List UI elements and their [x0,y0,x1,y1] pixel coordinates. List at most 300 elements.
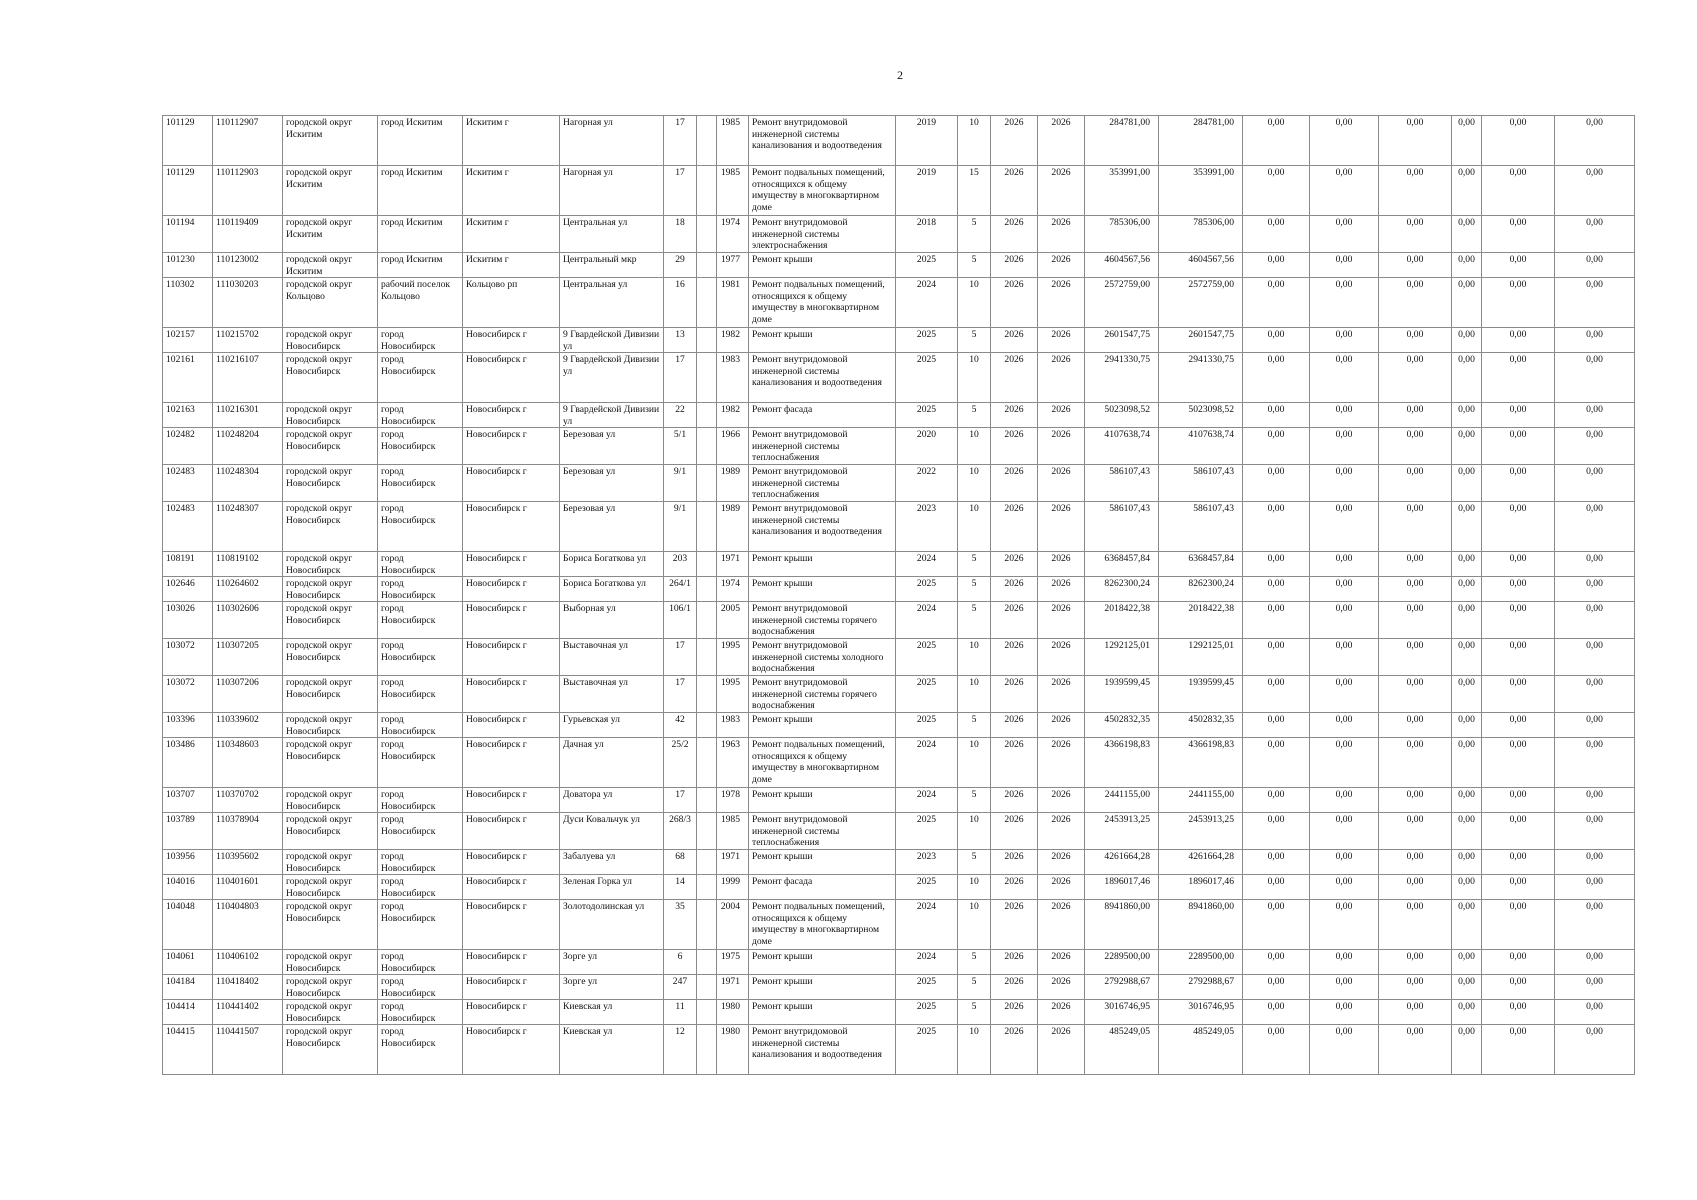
house-number-cell: 29 [664,253,697,278]
zero-amount-cell: 0,00 [1482,552,1555,577]
year-built-cell: 1982 [717,403,749,428]
house-number-cell: 13 [664,328,697,353]
settlement-cell: город Новосибирск [378,975,463,1000]
zero-amount-cell: 0,00 [1310,216,1379,253]
zero-amount-cell: 0,00 [1310,502,1379,552]
settlement-cell: город Новосибирск [378,502,463,552]
locality-cell: Новосибирск г [463,900,560,950]
settlement-cell: город Новосибирск [378,428,463,465]
house-number-cell: 17 [664,166,697,216]
cost-cell: 4502832,35 [1085,713,1159,738]
record-id-cell: 103072 [163,639,213,676]
house-number-cell: 68 [664,850,697,875]
zero-amount-cell: 0,00 [1555,253,1635,278]
work-type-cell: Ремонт подвальных помещений, относящихся к общему имуществу в многоквартирном доме [749,738,896,788]
zero-amount-cell: 0,00 [1243,975,1310,1000]
locality-cell: Новосибирск г [463,813,560,850]
zero-amount-cell: 0,00 [1452,216,1482,253]
record-id-cell: 104048 [163,900,213,950]
settlement-cell: город Новосибирск [378,328,463,353]
work-type-cell: Ремонт крыши [749,577,896,602]
blank-cell [697,353,717,403]
zero-amount-cell: 0,00 [1452,738,1482,788]
cost-cell: 2941330,75 [1085,353,1159,403]
settlement-cell: город Искитим [378,216,463,253]
element-code-cell: 110302606 [213,602,283,639]
record-id-cell: 103072 [163,676,213,713]
municipal-district-cell: городской округ Искитим [283,116,378,166]
zero-amount-cell: 0,00 [1379,353,1452,403]
settlement-cell: город Новосибирск [378,353,463,403]
element-code-cell: 110216107 [213,353,283,403]
cost-total-cell: 785306,00 [1159,216,1243,253]
zero-amount-cell: 0,00 [1243,602,1310,639]
year-built-cell: 1978 [717,788,749,813]
zero-amount-cell: 0,00 [1379,577,1452,602]
element-code-cell: 110307206 [213,676,283,713]
record-id-cell: 104016 [163,875,213,900]
zero-amount-cell: 0,00 [1379,166,1452,216]
house-number-cell: 203 [664,552,697,577]
year-built-cell: 2005 [717,602,749,639]
last-repair-year-cell: 2025 [896,713,958,738]
table-row [163,428,1635,465]
zero-amount-cell: 0,00 [1482,216,1555,253]
service-life-cell: 10 [958,502,991,552]
municipal-district-cell: городской округ Новосибирск [283,1025,378,1075]
settlement-cell: город Искитим [378,166,463,216]
year-built-cell: 1989 [717,465,749,502]
blank-cell [697,1000,717,1025]
zero-amount-cell: 0,00 [1482,950,1555,975]
zero-amount-cell: 0,00 [1452,353,1482,403]
record-id-cell: 103396 [163,713,213,738]
zero-amount-cell: 0,00 [1243,428,1310,465]
planned-year-from-cell: 2026 [991,950,1038,975]
work-type-cell: Ремонт внутридомовой инженерной системы теплоснабжения [749,465,896,502]
house-number-cell: 11 [664,1000,697,1025]
cost-cell: 2453913,25 [1085,813,1159,850]
element-code-cell: 110401601 [213,875,283,900]
work-type-cell: Ремонт крыши [749,253,896,278]
zero-amount-cell: 0,00 [1452,813,1482,850]
table-row [163,166,1635,216]
zero-amount-cell: 0,00 [1379,253,1452,278]
record-id-cell: 101230 [163,253,213,278]
service-life-cell: 10 [958,428,991,465]
house-number-cell: 22 [664,403,697,428]
zero-amount-cell: 0,00 [1243,813,1310,850]
zero-amount-cell: 0,00 [1243,403,1310,428]
capital-repair-register-table [162,115,1635,1075]
service-life-cell: 5 [958,552,991,577]
settlement-cell: город Новосибирск [378,950,463,975]
planned-year-from-cell: 2026 [991,465,1038,502]
cost-total-cell: 4502832,35 [1159,713,1243,738]
planned-year-to-cell: 2026 [1038,428,1085,465]
zero-amount-cell: 0,00 [1310,403,1379,428]
house-number-cell: 18 [664,216,697,253]
cost-total-cell: 4366198,83 [1159,738,1243,788]
zero-amount-cell: 0,00 [1243,166,1310,216]
year-built-cell: 1982 [717,328,749,353]
year-built-cell: 1995 [717,639,749,676]
register-table-body [163,116,1635,1075]
planned-year-from-cell: 2026 [991,676,1038,713]
last-repair-year-cell: 2025 [896,1000,958,1025]
year-built-cell: 1985 [717,166,749,216]
zero-amount-cell: 0,00 [1379,1000,1452,1025]
service-life-cell: 10 [958,676,991,713]
locality-cell: Новосибирск г [463,552,560,577]
zero-amount-cell: 0,00 [1555,353,1635,403]
zero-amount-cell: 0,00 [1452,676,1482,713]
year-built-cell: 1985 [717,813,749,850]
locality-cell: Новосибирск г [463,975,560,1000]
year-built-cell: 1974 [717,216,749,253]
zero-amount-cell: 0,00 [1310,116,1379,166]
municipal-district-cell: городской округ Новосибирск [283,900,378,950]
work-type-cell: Ремонт фасада [749,403,896,428]
year-built-cell: 1980 [717,1025,749,1075]
planned-year-from-cell: 2026 [991,639,1038,676]
record-id-cell: 102161 [163,353,213,403]
locality-cell: Новосибирск г [463,602,560,639]
table-row [163,788,1635,813]
table-row [163,975,1635,1000]
zero-amount-cell: 0,00 [1310,713,1379,738]
zero-amount-cell: 0,00 [1310,788,1379,813]
record-id-cell: 104061 [163,950,213,975]
planned-year-from-cell: 2026 [991,403,1038,428]
cost-cell: 785306,00 [1085,216,1159,253]
house-number-cell: 17 [664,639,697,676]
service-life-cell: 10 [958,116,991,166]
service-life-cell: 10 [958,875,991,900]
zero-amount-cell: 0,00 [1243,216,1310,253]
zero-amount-cell: 0,00 [1555,1025,1635,1075]
blank-cell [697,502,717,552]
service-life-cell: 5 [958,788,991,813]
zero-amount-cell: 0,00 [1555,639,1635,676]
zero-amount-cell: 0,00 [1310,950,1379,975]
municipal-district-cell: городской округ Новосибирск [283,813,378,850]
work-type-cell: Ремонт крыши [749,552,896,577]
blank-cell [697,166,717,216]
planned-year-to-cell: 2026 [1038,875,1085,900]
zero-amount-cell: 0,00 [1310,465,1379,502]
zero-amount-cell: 0,00 [1310,875,1379,900]
municipal-district-cell: городской округ Новосибирск [283,639,378,676]
element-code-cell: 110819102 [213,552,283,577]
street-cell: Центральная ул [560,278,664,328]
planned-year-from-cell: 2026 [991,1025,1038,1075]
zero-amount-cell: 0,00 [1452,975,1482,1000]
zero-amount-cell: 0,00 [1310,676,1379,713]
municipal-district-cell: городской округ Новосибирск [283,788,378,813]
service-life-cell: 10 [958,465,991,502]
planned-year-from-cell: 2026 [991,788,1038,813]
cost-total-cell: 2453913,25 [1159,813,1243,850]
locality-cell: Искитим г [463,253,560,278]
municipal-district-cell: городской округ Новосибирск [283,602,378,639]
locality-cell: Новосибирск г [463,577,560,602]
planned-year-to-cell: 2026 [1038,850,1085,875]
element-code-cell: 110123002 [213,253,283,278]
zero-amount-cell: 0,00 [1243,850,1310,875]
house-number-cell: 5/1 [664,428,697,465]
cost-total-cell: 8941860,00 [1159,900,1243,950]
cost-cell: 1896017,46 [1085,875,1159,900]
street-cell: Зорге ул [560,975,664,1000]
zero-amount-cell: 0,00 [1555,875,1635,900]
zero-amount-cell: 0,00 [1555,428,1635,465]
zero-amount-cell: 0,00 [1243,950,1310,975]
last-repair-year-cell: 2025 [896,253,958,278]
table-row [163,676,1635,713]
zero-amount-cell: 0,00 [1555,813,1635,850]
settlement-cell: город Искитим [378,253,463,278]
street-cell: Забалуева ул [560,850,664,875]
street-cell: Зорге ул [560,950,664,975]
blank-cell [697,577,717,602]
cost-cell: 8262300,24 [1085,577,1159,602]
street-cell: Выставочная ул [560,639,664,676]
zero-amount-cell: 0,00 [1379,278,1452,328]
element-code-cell: 110307205 [213,639,283,676]
locality-cell: Искитим г [463,116,560,166]
year-built-cell: 1980 [717,1000,749,1025]
cost-total-cell: 6368457,84 [1159,552,1243,577]
record-id-cell: 110302 [163,278,213,328]
zero-amount-cell: 0,00 [1482,353,1555,403]
planned-year-to-cell: 2026 [1038,166,1085,216]
table-row [163,639,1635,676]
house-number-cell: 17 [664,353,697,403]
zero-amount-cell: 0,00 [1555,116,1635,166]
zero-amount-cell: 0,00 [1555,676,1635,713]
cost-total-cell: 5023098,52 [1159,403,1243,428]
zero-amount-cell: 0,00 [1555,975,1635,1000]
service-life-cell: 15 [958,166,991,216]
work-type-cell: Ремонт внутридомовой инженерной системы канализования и водоотведения [749,1025,896,1075]
zero-amount-cell: 0,00 [1243,328,1310,353]
street-cell: Киевская ул [560,1025,664,1075]
element-code-cell: 110418402 [213,975,283,1000]
zero-amount-cell: 0,00 [1482,1025,1555,1075]
zero-amount-cell: 0,00 [1310,1025,1379,1075]
year-built-cell: 1975 [717,950,749,975]
zero-amount-cell: 0,00 [1452,1000,1482,1025]
zero-amount-cell: 0,00 [1482,465,1555,502]
zero-amount-cell: 0,00 [1379,639,1452,676]
locality-cell: Новосибирск г [463,788,560,813]
element-code-cell: 111030203 [213,278,283,328]
zero-amount-cell: 0,00 [1379,552,1452,577]
cost-cell: 2018422,38 [1085,602,1159,639]
planned-year-to-cell: 2026 [1038,278,1085,328]
zero-amount-cell: 0,00 [1555,950,1635,975]
cost-total-cell: 4107638,74 [1159,428,1243,465]
cost-cell: 4107638,74 [1085,428,1159,465]
work-type-cell: Ремонт внутридомовой инженерной системы электроснабжения [749,216,896,253]
street-cell: Золотодолинская ул [560,900,664,950]
cost-cell: 8941860,00 [1085,900,1159,950]
last-repair-year-cell: 2025 [896,403,958,428]
zero-amount-cell: 0,00 [1452,428,1482,465]
table-row [163,577,1635,602]
zero-amount-cell: 0,00 [1452,950,1482,975]
locality-cell: Новосибирск г [463,738,560,788]
zero-amount-cell: 0,00 [1243,465,1310,502]
house-number-cell: 25/2 [664,738,697,788]
municipal-district-cell: городской округ Новосибирск [283,353,378,403]
zero-amount-cell: 0,00 [1310,900,1379,950]
blank-cell [697,713,717,738]
municipal-district-cell: городской округ Новосибирск [283,738,378,788]
element-code-cell: 110119409 [213,216,283,253]
last-repair-year-cell: 2023 [896,850,958,875]
house-number-cell: 42 [664,713,697,738]
planned-year-from-cell: 2026 [991,166,1038,216]
element-code-cell: 110441402 [213,1000,283,1025]
cost-cell: 3016746,95 [1085,1000,1159,1025]
blank-cell [697,602,717,639]
planned-year-to-cell: 2026 [1038,403,1085,428]
street-cell: Центральная ул [560,216,664,253]
planned-year-to-cell: 2026 [1038,253,1085,278]
zero-amount-cell: 0,00 [1379,428,1452,465]
locality-cell: Новосибирск г [463,353,560,403]
planned-year-to-cell: 2026 [1038,788,1085,813]
last-repair-year-cell: 2025 [896,639,958,676]
planned-year-from-cell: 2026 [991,328,1038,353]
municipal-district-cell: городской округ Новосибирск [283,875,378,900]
work-type-cell: Ремонт крыши [749,975,896,1000]
year-built-cell: 1999 [717,875,749,900]
year-built-cell: 1985 [717,116,749,166]
work-type-cell: Ремонт подвальных помещений, относящихся к общему имуществу в многоквартирном доме [749,900,896,950]
locality-cell: Новосибирск г [463,403,560,428]
zero-amount-cell: 0,00 [1379,1025,1452,1075]
locality-cell: Кольцово рп [463,278,560,328]
last-repair-year-cell: 2025 [896,875,958,900]
blank-cell [697,738,717,788]
planned-year-from-cell: 2026 [991,577,1038,602]
street-cell: Выставочная ул [560,676,664,713]
year-built-cell: 1971 [717,850,749,875]
table-row [163,353,1635,403]
zero-amount-cell: 0,00 [1452,502,1482,552]
locality-cell: Новосибирск г [463,875,560,900]
zero-amount-cell: 0,00 [1310,278,1379,328]
planned-year-from-cell: 2026 [991,1000,1038,1025]
cost-cell: 4604567,56 [1085,253,1159,278]
cost-cell: 1292125,01 [1085,639,1159,676]
zero-amount-cell: 0,00 [1379,502,1452,552]
planned-year-to-cell: 2026 [1038,216,1085,253]
table-row [163,465,1635,502]
work-type-cell: Ремонт внутридомовой инженерной системы теплоснабжения [749,428,896,465]
settlement-cell: город Новосибирск [378,900,463,950]
cost-cell: 4366198,83 [1085,738,1159,788]
table-row [163,813,1635,850]
service-life-cell: 5 [958,713,991,738]
planned-year-from-cell: 2026 [991,116,1038,166]
house-number-cell: 268/3 [664,813,697,850]
planned-year-to-cell: 2026 [1038,639,1085,676]
zero-amount-cell: 0,00 [1452,116,1482,166]
work-type-cell: Ремонт внутридомовой инженерной системы канализования и водоотведения [749,502,896,552]
table-row [163,738,1635,788]
planned-year-to-cell: 2026 [1038,602,1085,639]
street-cell: Березовая ул [560,502,664,552]
year-built-cell: 1963 [717,738,749,788]
settlement-cell: город Новосибирск [378,713,463,738]
cost-total-cell: 1292125,01 [1159,639,1243,676]
last-repair-year-cell: 2019 [896,166,958,216]
planned-year-to-cell: 2026 [1038,552,1085,577]
cost-total-cell: 586107,43 [1159,502,1243,552]
record-id-cell: 102482 [163,428,213,465]
year-built-cell: 1995 [717,676,749,713]
house-number-cell: 9/1 [664,465,697,502]
cost-total-cell: 1896017,46 [1159,875,1243,900]
municipal-district-cell: городской округ Новосибирск [283,328,378,353]
street-cell: Бориса Богаткова ул [560,577,664,602]
municipal-district-cell: городской округ Искитим [283,253,378,278]
record-id-cell: 101194 [163,216,213,253]
zero-amount-cell: 0,00 [1555,278,1635,328]
planned-year-from-cell: 2026 [991,850,1038,875]
record-id-cell: 101129 [163,166,213,216]
last-repair-year-cell: 2025 [896,975,958,1000]
zero-amount-cell: 0,00 [1482,1000,1555,1025]
record-id-cell: 102483 [163,502,213,552]
table-row [163,1000,1635,1025]
work-type-cell: Ремонт крыши [749,788,896,813]
cost-cell: 2289500,00 [1085,950,1159,975]
record-id-cell: 102483 [163,465,213,502]
settlement-cell: город Новосибирск [378,850,463,875]
planned-year-to-cell: 2026 [1038,577,1085,602]
zero-amount-cell: 0,00 [1482,253,1555,278]
last-repair-year-cell: 2024 [896,950,958,975]
service-life-cell: 10 [958,639,991,676]
table-row [163,328,1635,353]
planned-year-to-cell: 2026 [1038,950,1085,975]
table-row [163,602,1635,639]
planned-year-to-cell: 2026 [1038,353,1085,403]
house-number-cell: 17 [664,116,697,166]
record-id-cell: 104415 [163,1025,213,1075]
settlement-cell: город Новосибирск [378,602,463,639]
planned-year-to-cell: 2026 [1038,465,1085,502]
table-row [163,875,1635,900]
service-life-cell: 10 [958,1025,991,1075]
street-cell: 9 Гвардейской Дивизии ул [560,403,664,428]
street-cell: Доватора ул [560,788,664,813]
blank-cell [697,328,717,353]
zero-amount-cell: 0,00 [1379,713,1452,738]
year-built-cell: 1983 [717,353,749,403]
zero-amount-cell: 0,00 [1310,850,1379,875]
municipal-district-cell: городской округ Новосибирск [283,713,378,738]
record-id-cell: 103486 [163,738,213,788]
house-number-cell: 17 [664,676,697,713]
zero-amount-cell: 0,00 [1243,278,1310,328]
zero-amount-cell: 0,00 [1379,328,1452,353]
